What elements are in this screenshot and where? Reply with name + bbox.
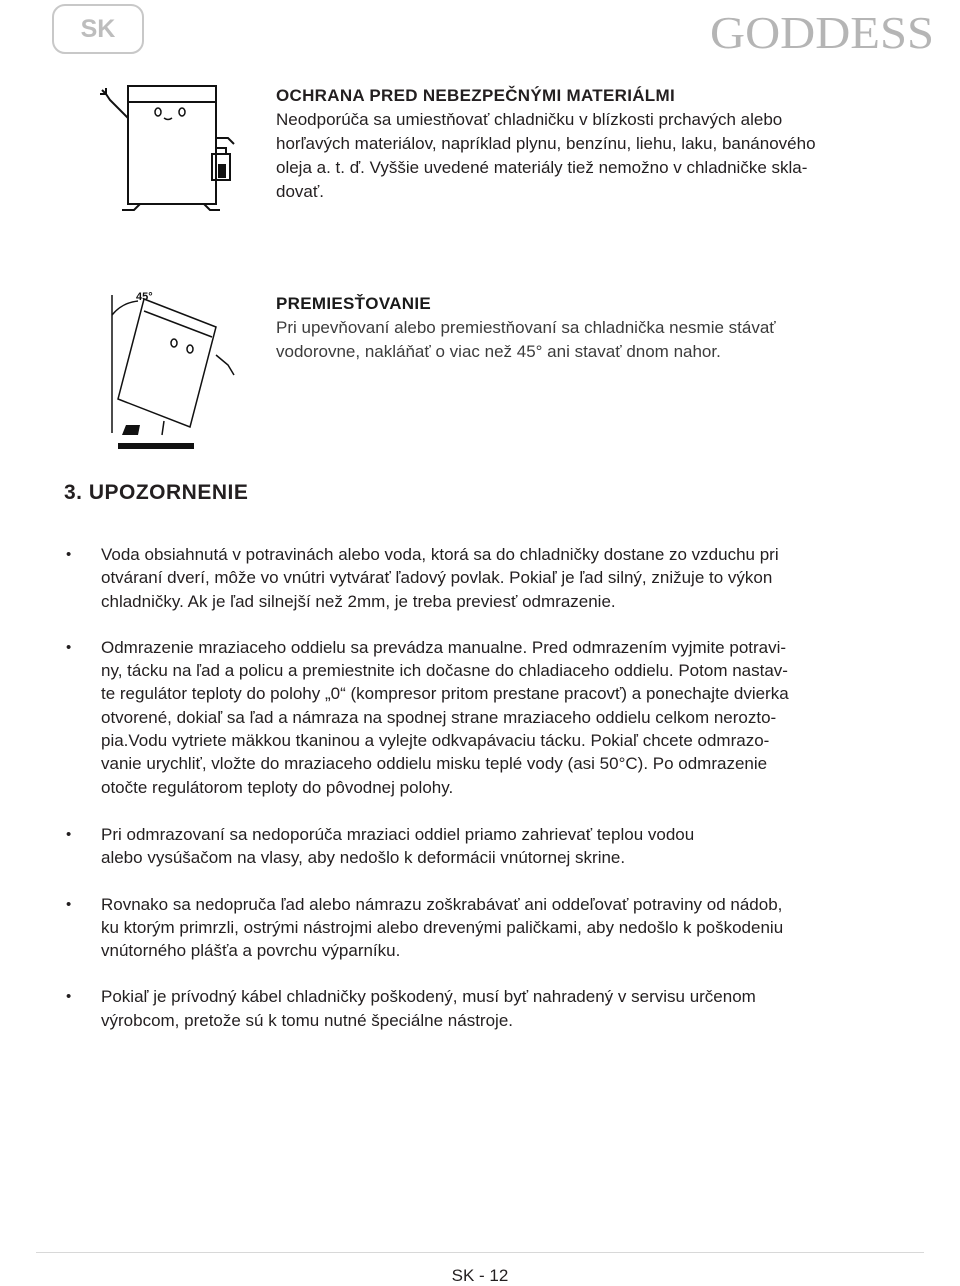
bullet-dot: •	[66, 825, 72, 843]
list-item-line: te regulátor teploty do polohy „0“ (kompresor pritom prestane pracovť) a ponechajte dvierka	[101, 684, 789, 704]
list-item-line: Voda obsiahnutá v potravinách alebo voda, ktorá sa do chladničky dostane zo vzduchu pri	[101, 545, 779, 564]
list-item-line: ku ktorým primrzli, ostrými nástrojmi alebo drevenými paličkami, aby nedošlo k poškodeniu	[101, 917, 784, 937]
brand-logo-text: GODDESS	[710, 7, 934, 56]
hazard-section	[276, 84, 916, 204]
moving-section	[276, 292, 916, 364]
list-item-line: výrobcom, pretože sú k tomu nutné špeciálne nástroje.	[101, 1010, 513, 1030]
list-item	[62, 823, 912, 870]
hazard-line: dovať.	[276, 182, 324, 201]
bullet-dot: •	[66, 546, 72, 563]
goddess-logo	[708, 4, 938, 56]
list-item-line: Odmrazenie mraziaceho oddielu sa prevádza manualne. Pred odmrazením vyjmite potravi-	[101, 637, 787, 657]
list-item	[62, 985, 912, 1032]
hazard-line: oleja a. t. ď. Vyššie uvedené materiály tiež nemožno v chladničke skla-	[276, 158, 808, 177]
list-item-line: chladničky. Ak je ľad silnejší než 2mm, je treba previesť odmrazenie.	[101, 591, 616, 611]
hazard-line: horľavých materiálov, napríklad plynu, benzínu, liehu, laku, banánového	[276, 134, 816, 153]
list-item-line: otváraní dverí, môže vo vnútri vytvárať ľadový povlak. Pokiaľ je ľad silný, znižuje to výkon	[101, 568, 773, 588]
fridge-hazard-illustration	[100, 78, 250, 218]
warning-list	[62, 543, 912, 1055]
tilted-fridge-illustration	[104, 285, 244, 455]
list-item-line: otvorené, dokiaľ sa ľad a námraza na spodnej strane mraziaceho oddielu celkom nerozto-	[101, 707, 777, 727]
list-item-line: ny, tácku na ľad a policu a premiestnite ich dočasne do chladiaceho oddielu. Potom nastav-	[101, 661, 788, 681]
warning-heading: 3. UPOZORNENIE	[64, 481, 249, 504]
angle-label: 45°	[136, 291, 153, 303]
bullet-dot: •	[66, 638, 72, 656]
moving-title: PREMIESŤOVANIE	[276, 294, 432, 313]
list-item-line: vnútorného plášťa a povrchu výparníku.	[101, 941, 401, 961]
language-label: SK	[80, 14, 116, 43]
bullet-dot: •	[66, 988, 72, 1006]
hazard-title: OCHRANA PRED NEBEZPEČNÝMI MATERIÁLMI	[276, 86, 675, 105]
list-item	[62, 636, 912, 799]
bullet-dot: •	[66, 895, 72, 913]
moving-line: vodorovne, nakláňať o viac než 45° ani stavať dnom nahor.	[276, 342, 721, 361]
hazard-line: Neodporúča sa umiestňovať chladničku v blízkosti prchavých alebo	[276, 110, 783, 129]
list-item	[62, 543, 912, 613]
list-item-line: Pri odmrazovaní sa nedoporúča mraziaci oddiel priamo zahrievať teplou vodou	[101, 824, 695, 844]
list-item-line: alebo vysúšačom na vlasy, aby nedošlo k deformácii vnútornej skrine.	[101, 848, 626, 868]
list-item	[62, 893, 912, 963]
page-number: SK - 12	[451, 1266, 509, 1285]
list-item-line: Pokiaľ je prívodný kábel chladničky poškodený, musí byť nahradený v servisu určenom	[101, 987, 756, 1007]
list-item-line: Rovnako sa nedopruča ľad alebo námrazu zoškrabávať ani oddeľovať potraviny od nádob,	[101, 894, 783, 914]
list-item-line: otočte regulátorom teploty do pôvodnej polohy.	[101, 777, 454, 797]
list-item-line: pia.Vodu vytriete mäkkou tkaninou a vylejte odkvapávaciu tácku. Pokiaľ chcete odmrazo-	[101, 731, 770, 751]
footer-divider	[36, 1252, 924, 1253]
language-tab	[52, 4, 144, 54]
list-item-line: vanie urychliť, vložte do mraziaceho oddielu misku teplé vody (asi 50°C). Po odmrazenie	[101, 754, 768, 774]
moving-line: Pri upevňovaní alebo premiestňovaní sa chladnička nesmie stávať	[276, 318, 776, 337]
